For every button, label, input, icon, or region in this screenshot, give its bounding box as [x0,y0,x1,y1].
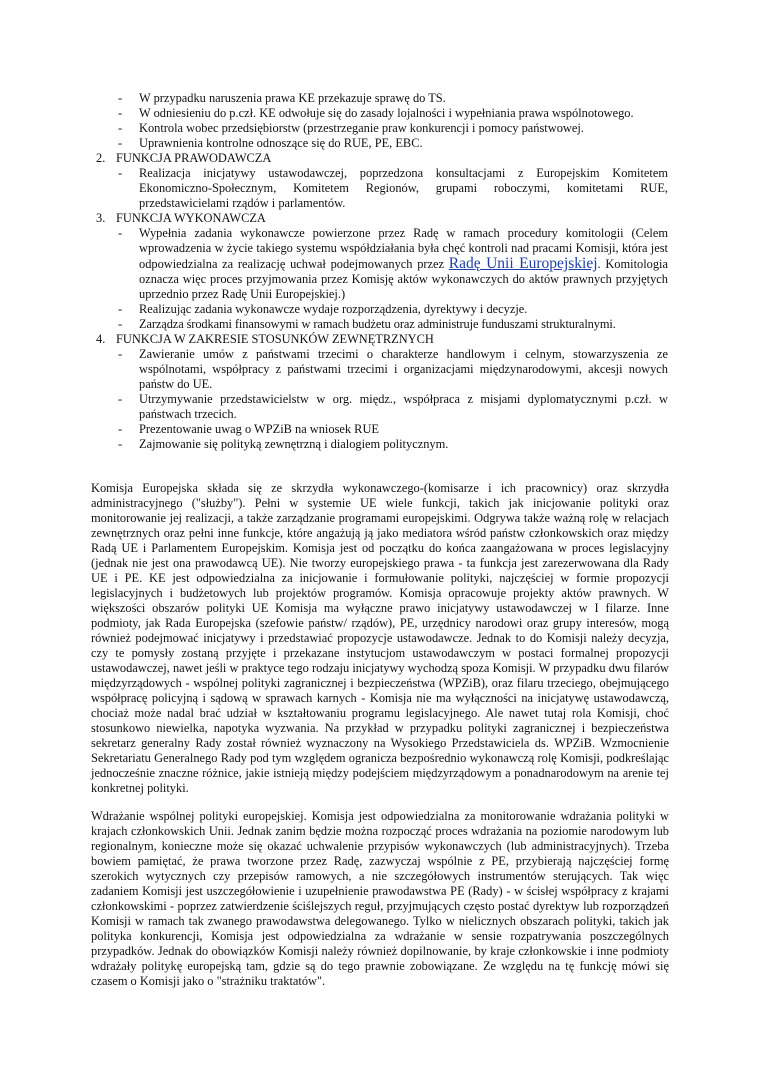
dash-bullet: - [118,347,123,361]
section-heading-legislative: 2. FUNKCJA PRAWODAWCZA [96,151,272,165]
list-item: - Uprawnienia kontrolne odnoszące się do RUE, PE, EBC. [118,136,423,150]
legislative-function-items [0,166,668,211]
functions-list [0,91,668,452]
list-item: - W odniesieniu do p.czł. KE odwołuje się do zasady lojalności i wypełniania prawa wspólnotowego. [118,106,634,120]
list-item: - Utrzymywanie przedstawicielstw w org. międz., współpraca z misjami dyplomatycznymi p.czł. w państwach trzecich. [118,392,668,421]
section-heading-executive: 3. FUNKCJA WYKONAWCZA [96,211,266,225]
dash-bullet: - [118,91,123,105]
dash-bullet: - [118,106,123,120]
list-item: - W przypadku naruszenia prawa KE przekazuje sprawę do TS. [118,91,446,105]
dash-bullet: - [118,166,123,180]
paragraph-policy-implementation: Wdrażanie wspólnej polityki europejskiej. Komisja jest odpowiedzialna za monitorowanie wdrażania polityki w krajach członkowskich Unii. Jednak zanim będzie można rozpocząć proces wdrażania na poziomie narodowym lub regionalnym, konieczne może się okazać uchwalenie przypisów wykonawczych (lub administracyjnych). Trzeba bowiem pamiętać, że prawa tworzone przez Radę, zazwyczaj wspólnie z PE, przybierają najczęściej formę szerokich wytycznych czy przepisów ramowych, a nie szczegółowych instrumentów sterujących. Tak więc zadaniem Komisji jest uszczegółowienie i uzupełnienie prawodawstwa PE (Rady) - w ścisłej współpracy z krajami członkowskimi - poprzez zatwierdzenie ściślejszych reguł, przyjmujących często postać dyrektyw lub rozporządzeń Komisji w ramach tak zwanego prawodawstwa delegowanego. Tylko w nielicznych obszarach polityki, takich jak polityka konkurencji, Komisja jest odpowiedzialna za wdrażanie w sensie rozpatrywania poszczególnych przypadków. Jednak do obowiązków Komisji należy również dopilnowanie, by kraje członkowskie i inne podmioty wdrażały politykę europejską tam, gdzie są do tego prawnie zobowiązane. Ze względu na tę funkcję mówi się czasem o Komisji jako o "strażniku traktatów". [91,809,669,989]
external-relations-items [0,347,668,452]
list-item: - Zajmowanie się polityką zewnętrzną i dialogiem politycznym. [118,437,449,451]
dash-bullet: - [118,437,123,451]
section-heading-external-relations: 4. FUNKCJA W ZAKRESIE STOSUNKÓW ZEWNĘTRZNYCH [96,332,434,346]
council-of-eu-link[interactable]: Radę Unii Europejskiej [448,255,598,272]
list-item: - Zawieranie umów z państwami trzecimi o charakterze handlowym i celnym, stowarzyszenia ze wspólnotami, współpracy z państwami trzecimi i organizacjami międzynarodowymi, akcesji nowych państw do UE. [118,347,668,391]
dash-bullet: - [118,226,123,240]
list-item: - Zarządza środkami finansowymi w ramach budżetu oraz administruje funduszami strukturalnymi. [118,317,616,331]
control-function-items [0,91,668,151]
dash-bullet: - [118,392,123,406]
list-item: - Wypełnia zadania wykonawcze powierzone przez Radę w ramach procedury komitologii (Celem wprowadzenia w życie takiego systemu współdziałania była chęć kontroli nad pracami Komisji, która jest odpowiedzialna za realizację uchwał podejmowanych przez Radę Unii Europejskiej. Komitologia oznacza więc proces przyjmowania przez Komisję aktów wykonawczych do aktów prawnych przyjętych uprzednio przez Radę Unii Europejskiej.) [118,226,668,301]
dash-bullet: - [118,302,123,316]
list-item: - Kontrola wobec przedsiębiorstw (przestrzeganie praw konkurencji i pomocy państwowej. [118,121,584,135]
dash-bullet: - [118,136,123,150]
list-item: - Realizacja inicjatywy ustawodawczej, poprzedzona konsultacjami z Europejskim Komitetem Ekonomiczno-Społecznym, Komitetem Regionów, grupami roboczymi, komitetami RUE, przedstawicielami rządów i parlamentów. [118,166,668,210]
list-item: - Realizując zadania wykonawcze wydaje rozporządzenia, dyrektywy i decyzje. [118,302,528,316]
dash-bullet: - [118,422,123,436]
dash-bullet: - [118,121,123,135]
list-item: - Prezentowanie uwag o WPZiB na wniosek RUE [118,422,379,436]
executive-function-items [0,226,668,332]
paragraph-commission-structure: Komisja Europejska składa się ze skrzydła wykonawczego-(komisarze i ich pracownicy) oraz skrzydła administracyjnego ("służby"). Pełni w systemie UE wiele funkcji, takich jak inicjowanie polityki oraz monitorowanie jej realizacji, a także zarządzanie programami europejskimi. Odgrywa także ważną rolę w relacjach zewnętrznych oraz pełni inne funkcje, które angażują ją jako mediatora wśród państw członkowskich oraz między Radą UE i Parlamentem Europejskim. Komisja jest od początku do końca zaangażowana w proces legislacyjny (jednak nie jest ona prawodawcą UE). Nie tworzy europejskiego prawa - ta funkcja jest zarezerwowana dla Rady UE i PE. KE jest odpowiedzialna za inicjowanie i formułowanie polityki, najczęściej w formie propozycji legislacyjnych i budżetowych lub projektów programów. Komisja opracowuje projekty aktów prawnych. W większości obszarów polityki UE Komisja ma wyłączne prawo inicjatywy ustawodawczej w I filarze. Inne podmioty, jak Rada Europejska (szefowie państw/ rządów), PE, urzędnicy narodowi oraz grupy interesów, mogą również podejmować inicjatywy i przedstawiać propozycje ustawodawcze. Jednak to do Komisji należy decyzja, czy te pomysły zostaną przyjęte i przekazane instytucjom ustawodawczym w postaci formalnej propozycji ustawodawczej, nawet jeśli w praktyce tego rodzaju inicjatywy wychodzą spoza Komisji. W przypadku dwu filarów międzyrządowych - wspólnej polityki zagranicznej i bezpieczeństwa (WPZiB), oraz filaru trzeciego, obejmującego współpracę policyjną i sądową w sprawach karnych - Komisja nie ma wyłączności na inicjatywę ustawodawczą, chociaż może nadal brać udział w kształtowaniu programu legislacyjnego. Ale nawet tutaj rola Komisji, choć stosunkowo niewielka, napotyka wyzwania. Na przykład w przypadku polityki zagranicznej i bezpieczeństwa sekretarz generalny Rady został również wyznaczony na Wysokiego Przedstawiciela ds. WPZiB. Wzmocnienie Sekretariatu Generalnego Rady pod tym względem ogranicza bezpośrednio wykonawczą rolę Komisji, podkreślając jednocześnie znaczne różnice, jakie istnieją między podejściem międzyrządowym a ponadnarodowym na arenie tej konkretnej polityki. [91,481,669,796]
dash-bullet: - [118,317,123,331]
